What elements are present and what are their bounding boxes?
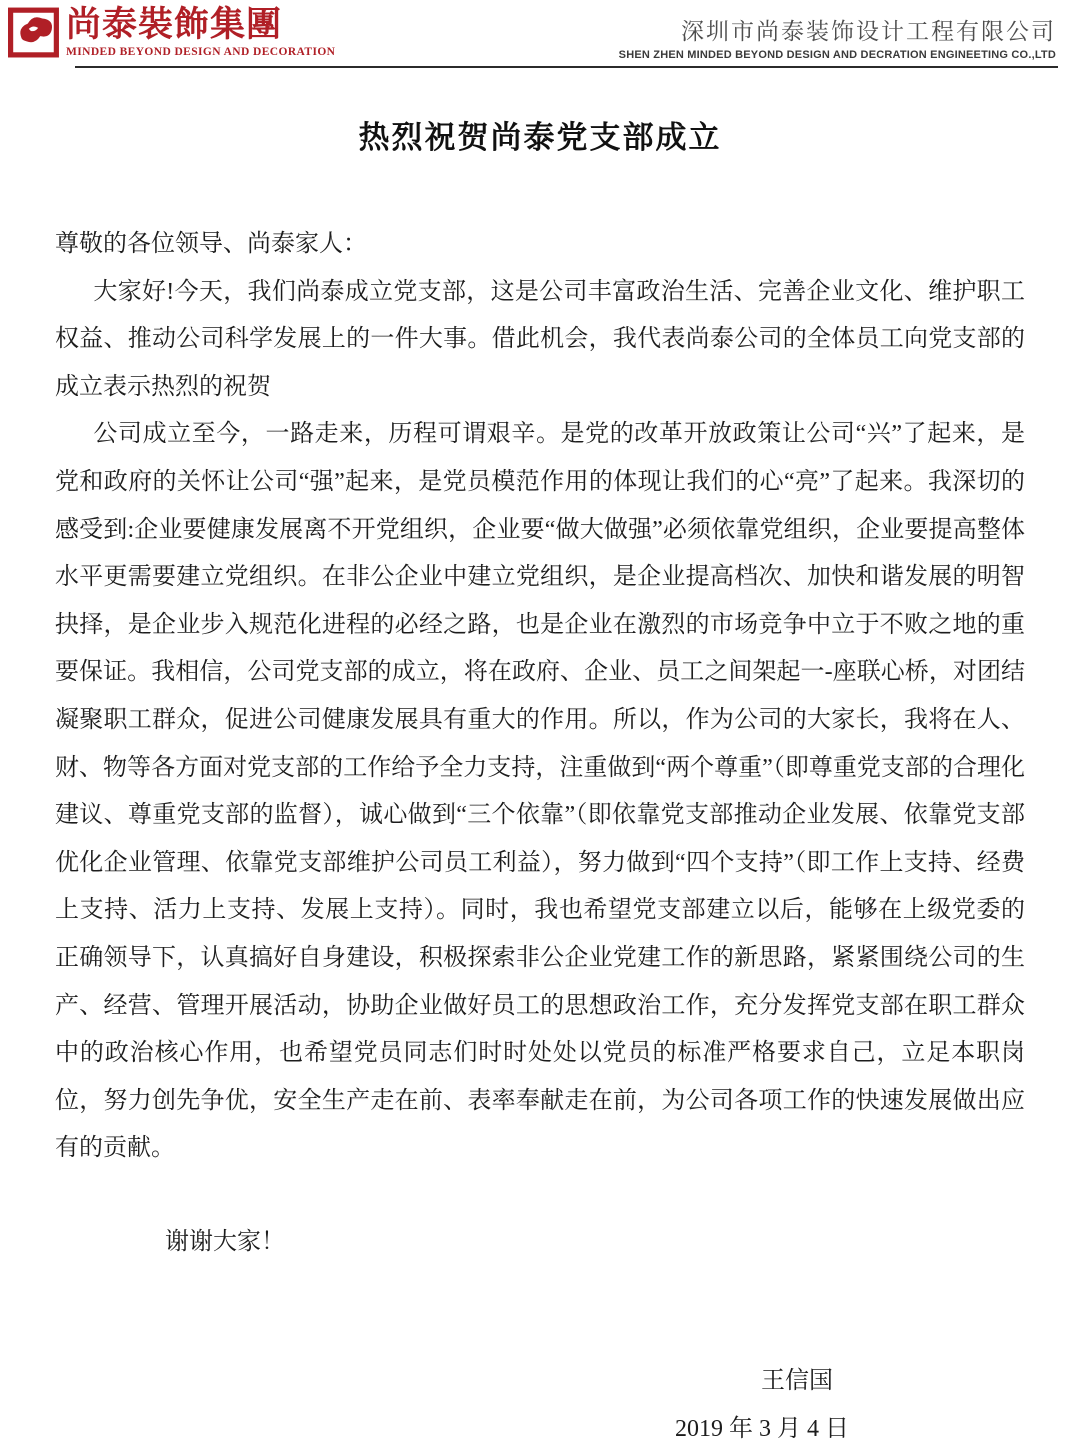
signature-block (55, 1358, 1025, 1453)
letterhead (0, 0, 1080, 70)
signature-date: 2019 年 3 月 4 日 (675, 1416, 849, 1443)
closing-thanks: 谢谢大家！ (165, 1228, 285, 1255)
signature-name: 王信国 (761, 1368, 833, 1395)
company-name-cn: 深圳市尚泰装饰设计工程有限公司 (681, 19, 1056, 44)
company-logo (8, 6, 335, 58)
document-title: 热烈祝贺尚泰党支部成立 (358, 120, 722, 155)
paragraph-2: 公司成立至今，一路走来，历程可谓艰辛。是党的改革开放政策让公司“兴”了起来，是党和政府的关怀让公司“强”起来，是党员模范作用的体现让我们的心“亮”了起来。我深切的感受到:企业要健康发展离不开党组织，企业要“做大做强”必须依靠党组织，企业要提高整体水平更需要建立党组织。在非公企业中建立党组织，是企业提高档次、加快和谐发展的明智抉择，是企业步入规范化进程的必经之路，也是企业在激烈的市场竞争中立于不败之地的重要保证。我相信，公司党支部的成立，将在政府、企业、员工之间架起一-座联心桥，对团结凝聚职工群众，促进公司健康发展具有重大的作用。所以，作为公司的大家长，我将在人、财、物等各方面对党支部的工作给予全力支持，注重做到“两个尊重”（即尊重党支部的合理化建议、尊重党支部的监督），诚心做到“三个依靠”（即依靠党支部推动企业发展、依靠党支部优化企业管理、依靠党支部维护公司员工利益），努力做到“四个支持”（即工作上支持、经费上支持、活力上支持、发展上支持）。同时，我也希望党支部建立以后，能够在上级党委的正确领导下，认真搞好自身建设，积极探索非公企业党建工作的新思路，紧紧围绕公司的生产、经营、管理开展活动，协助企业做好员工的思想政治工作，充分发挥党支部在职工群众中的政治核心作用，也希望党员同志们时时处处以党员的标准严格要求自己，立足本职岗位，努力创先争优，安全生产走在前、表率奉献走在前，为公司各项工作的快速发展做出应有的贡献。 (55, 421, 1025, 1162)
company-name-block (619, 18, 1056, 61)
brand-name-en: MINDED BEYOND DESIGN AND DECORATION (66, 46, 336, 58)
paragraph-1: 大家好!今天，我们尚泰成立党支部，这是公司丰富政治生活、完善企业文化、维护职工权益、推动公司科学发展上的一件大事。借此机会，我代表尚泰公司的全体员工向党支部的成立表示热烈的祝贺 (55, 278, 1025, 400)
header-divider (75, 66, 1058, 68)
letter-body (55, 221, 1025, 1454)
company-name-en: SHEN ZHEN MINDED BEYOND DESIGN AND DECRATION ENGINEETING CO.,LTD (618, 49, 1056, 61)
brand-name-cn: 尚泰裝飾集團 (66, 5, 283, 44)
company-logo-icon (8, 6, 60, 58)
salutation: 尊敬的各位领导、尚泰家人： (55, 231, 367, 257)
